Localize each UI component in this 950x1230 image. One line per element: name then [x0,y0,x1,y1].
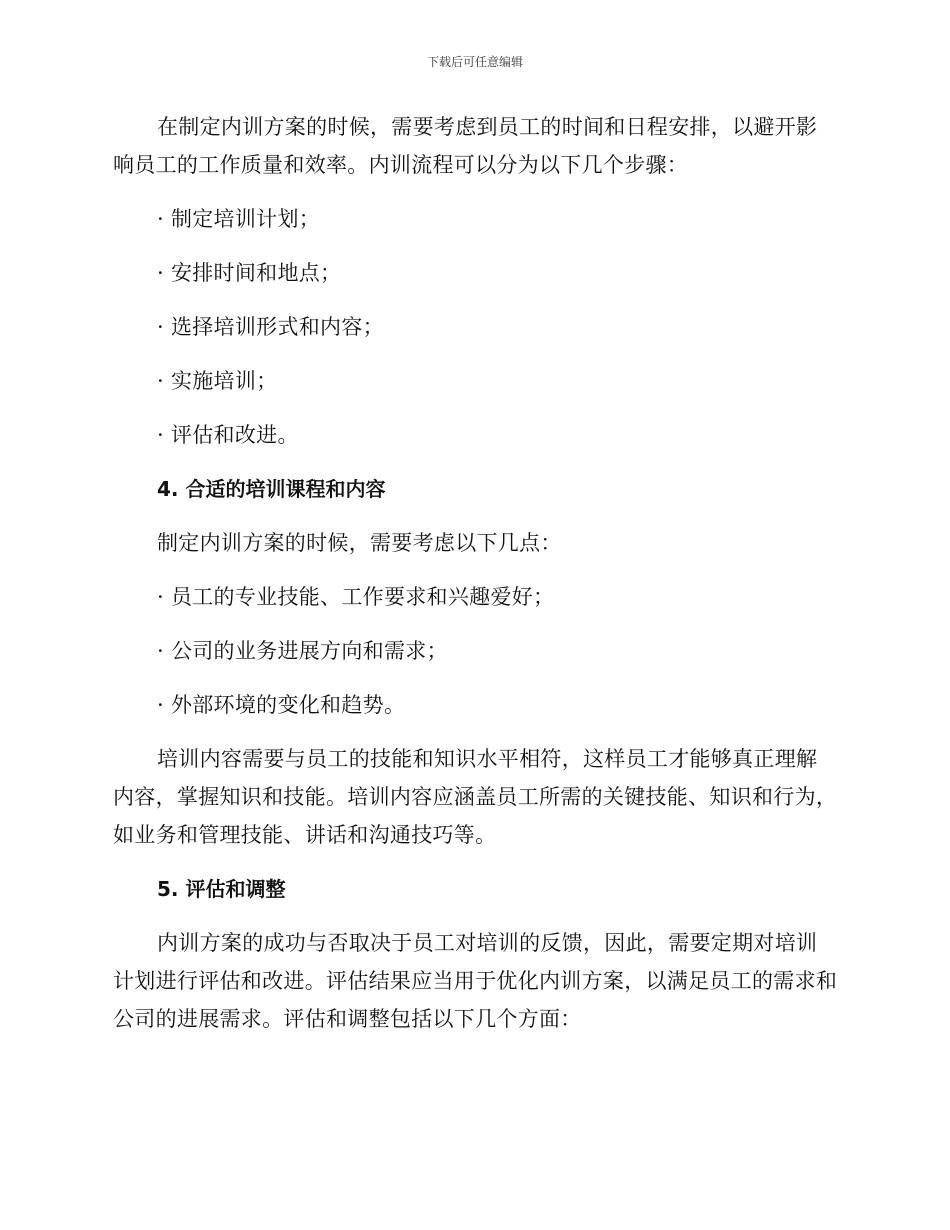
list-item: · 制定培训计划； [157,207,321,231]
paragraph-considerations: 制定内训方案的时候，需要考虑以下几点： [157,531,562,555]
paragraph-training-content: 培训内容需要与员工的技能和知识水平相符，这样员工才能够真正理解内容，掌握知识和技能。培训内容应涵盖员工所需的关键技能、知识和行为，如业务和管理技能、讲话和沟通技巧等。 [113,747,838,847]
list-item: · 公司的业务进展方向和需求； [157,639,448,663]
section-heading-4: 4. 合适的培训课程和内容 [157,477,386,501]
paragraph-training-schedule: 在制定内训方案的时候，需要考虑到员工的时间和日程安排，以避开影响员工的工作质量和效率。内训流程可以分为以下几个步骤： [113,115,818,177]
list-item: · 外部环境的变化和趋势。 [157,693,406,717]
list-item: · 安排时间和地点； [157,261,342,285]
list-item: · 选择培训形式和内容； [157,315,384,339]
list-item: · 实施培训； [157,369,278,393]
list-item: · 评估和改进。 [157,423,299,447]
paragraph-evaluation: 内训方案的成功与否取决于员工对培训的反馈，因此，需要定期对培训计划进行评估和改进。评估结果应当用于优化内训方案，以满足员工的需求和公司的进展需求。评估和调整包括以下几个方面： [113,931,838,1031]
section-heading-5: 5. 评估和调整 [157,877,286,901]
document-body [113,108,838,1038]
page-header: 下载后可任意编辑 [426,55,523,69]
list-item: · 员工的专业技能、工作要求和兴趣爱好； [157,585,555,609]
